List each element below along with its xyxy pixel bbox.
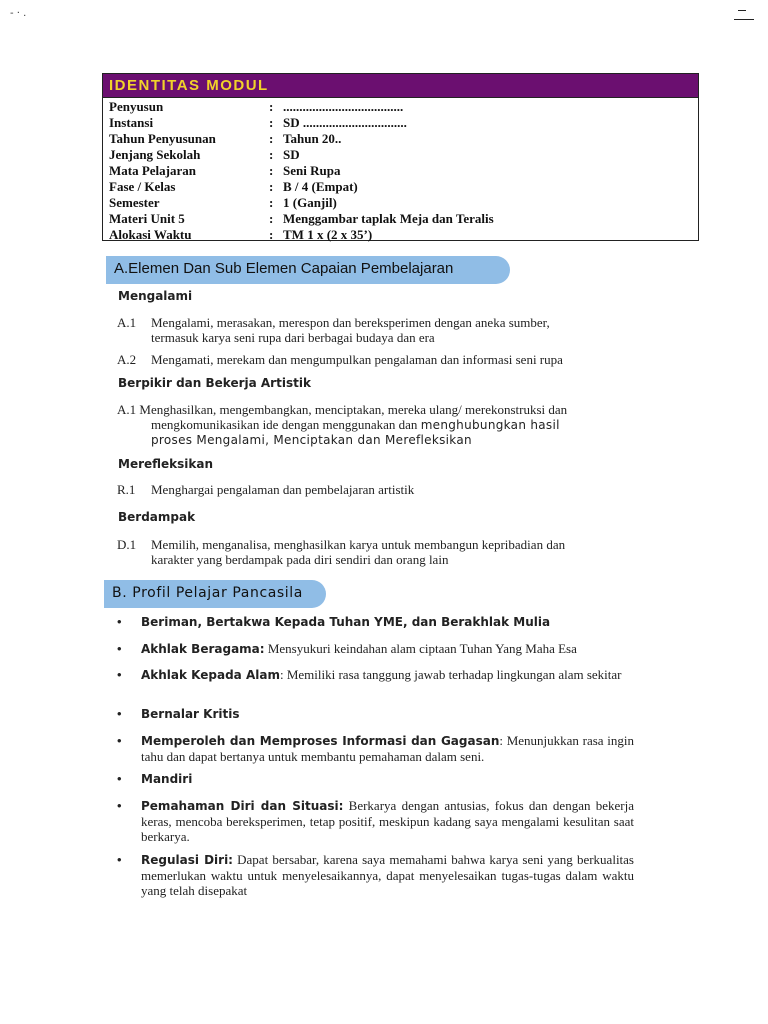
section-a-title: A.Elemen Dan Sub Elemen Capaian Pembelajaran: [106, 256, 510, 284]
bullet-bold: Akhlak Beragama:: [141, 642, 265, 656]
identity-rows: [103, 98, 698, 243]
row-colon: :: [269, 131, 274, 146]
identity-row: [109, 131, 698, 147]
item-code: R.1: [117, 482, 136, 497]
subhead-merefleksikan: Merefleksikan: [118, 457, 214, 471]
profile-bullet: [117, 667, 634, 683]
item-code: A.1: [117, 315, 137, 330]
item-text-cont: termasuk karya seni rupa dari berbagai budaya dan era: [151, 330, 435, 345]
profile-bullet: [117, 706, 634, 722]
item-code: A.2: [117, 352, 137, 367]
row-label: Alokasi Waktu: [109, 227, 192, 242]
bullet-text: : Menunjukkan rasa ingin tahu dan dapat bertanya untuk membantu pemahaman dalam seni.: [141, 733, 634, 764]
scan-mark-top-right: [734, 10, 754, 20]
identity-header: IDENTITAS MODUL: [103, 74, 698, 98]
item-text-cont: [117, 417, 634, 433]
row-value: .....................................: [283, 99, 404, 114]
item-text: A.1 Menghasilkan, mengembangkan, menciptakan, mereka ulang/ merekonstruksi dan: [117, 402, 568, 417]
row-colon: :: [269, 99, 274, 114]
row-colon: :: [269, 163, 274, 178]
bullet-bold: Akhlak Kepada Alam: [141, 668, 280, 682]
bullet-text: Mensyukuri keindahan alam ciptaan Tuhan Yang Maha Esa: [264, 641, 577, 656]
profile-bullet: [117, 771, 634, 787]
item-text-cont: karakter yang berdampak pada diri sendiri dan orang lain: [151, 552, 449, 567]
profile-bullet: [117, 852, 634, 898]
row-colon: :: [269, 195, 274, 210]
row-colon: :: [269, 227, 274, 242]
item-text: Memilih, menganalisa, menghasilkan karya untuk membangun kepribadian dan: [151, 537, 566, 552]
row-value: TM 1 x (2 x 35’): [283, 227, 373, 242]
item-text: Mengalami, merasakan, merespon dan bereksperimen dengan aneka sumber,: [151, 315, 550, 330]
item-text: Mengamati, merekam dan mengumpulkan pengalaman dan informasi seni rupa: [151, 352, 563, 367]
row-label: Tahun Penyusunan: [109, 131, 216, 146]
subhead-berpikir: Berpikir dan Bekerja Artistik: [118, 376, 311, 390]
item-text-part: mengkomunikasikan ide dengan menggunakan dan: [151, 417, 421, 432]
bullet-bold: Bernalar Kritis: [141, 707, 240, 721]
row-colon: :: [269, 115, 274, 130]
profile-bullet: [117, 733, 634, 764]
row-colon: :: [269, 147, 274, 162]
bullet-bold: Pemahaman Diri dan Situasi:: [141, 799, 344, 813]
identity-table: [102, 73, 699, 241]
bullet-text: Dapat bersabar, karena saya memahami bahwa karya seni yang berkualitas memerlukan waktu untuk menyelesaikannya, dapat menyelesaikan tugas-tugas dalam waktu yang telah disepakat: [141, 852, 634, 898]
bullet-bold: Regulasi Diri:: [141, 853, 233, 867]
row-value: SD ................................: [283, 115, 407, 130]
identity-row: [109, 147, 698, 163]
profile-bullet: [117, 614, 634, 630]
item-text-cont: proses Mengalami, Menciptakan dan Merefleksikan: [151, 433, 472, 447]
row-colon: :: [269, 179, 274, 194]
subhead-berdampak: Berdampak: [118, 510, 196, 524]
row-value: Tahun 20..: [283, 131, 342, 146]
item-a2-mengalami: [117, 352, 634, 367]
bullet-bold: Mandiri: [141, 772, 193, 786]
item-d1: [117, 537, 634, 567]
identity-row: [109, 211, 698, 227]
subhead-mengalami: Mengalami: [118, 289, 193, 303]
bullet-bold: Beriman, Bertakwa Kepada Tuhan YME, dan Berakhlak Mulia: [141, 615, 551, 629]
identity-row: [109, 179, 698, 195]
item-text: Menghargai pengalaman dan pembelajaran artistik: [151, 482, 415, 497]
item-r1: [117, 482, 634, 497]
item-a1-berpikir: [117, 402, 634, 448]
row-label: Semester: [109, 195, 160, 210]
row-value: Menggambar taplak Meja dan Teralis: [283, 211, 494, 226]
profile-bullet: [117, 641, 634, 657]
row-label: Materi Unit 5: [109, 211, 185, 226]
row-value: 1 (Ganjil): [283, 195, 337, 210]
profile-bullet: [117, 798, 634, 844]
row-value: SD: [283, 147, 300, 162]
item-text-part: menghubungkan hasil: [420, 418, 560, 432]
row-label: Mata Pelajaran: [109, 163, 197, 178]
item-a1-mengalami: [117, 315, 634, 345]
bullet-text: Berkarya dengan antusias, fokus dan dengan bekerja keras, mencoba bereksperimen, tetap positif, meskipun kadang saya mengalami kesulitan saat berkarya.: [141, 798, 634, 844]
row-value: Seni Rupa: [283, 163, 341, 178]
identity-row: [109, 115, 698, 131]
scan-mark-top-left: - · .: [10, 8, 27, 19]
identity-row: [109, 163, 698, 179]
bullet-text: : Memiliki rasa tanggung jawab terhadap lingkungan alam sekitar: [279, 667, 622, 682]
row-value: B / 4 (Empat): [283, 179, 358, 194]
identity-row: [109, 99, 698, 115]
section-b-title: B. Profil Pelajar Pancasila: [104, 580, 326, 608]
row-label: Fase / Kelas: [109, 179, 176, 194]
identity-row: [109, 227, 698, 243]
row-label: Instansi: [109, 115, 154, 130]
row-label: Jenjang Sekolah: [109, 147, 201, 162]
row-colon: :: [269, 211, 274, 226]
item-code: D.1: [117, 537, 137, 552]
bullet-bold: Memperoleh dan Memproses Informasi dan Gagasan: [141, 734, 500, 748]
row-label: Penyusun: [109, 99, 164, 114]
identity-row: [109, 195, 698, 211]
